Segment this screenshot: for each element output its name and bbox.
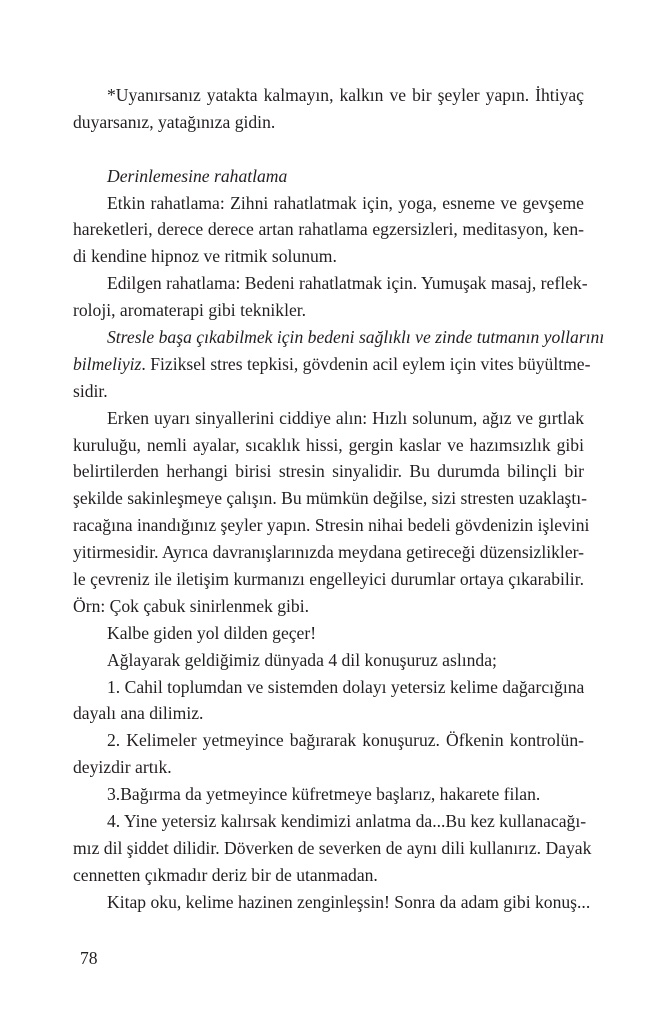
blank-line [73, 136, 584, 163]
paragraph [73, 727, 584, 781]
text-line: 4. Yine yetersiz kalırsak kendimizi anlatma da...Bu kez kullanacağı- [107, 811, 587, 832]
text-line: 1. Cahil toplumdan ve sistemden dolayı yetersiz kelime dağarcığına [107, 676, 585, 697]
text-line: Ağlayarak geldiğimiz dünyada 4 dil konuşuruz aslında; [107, 649, 497, 670]
paragraph [73, 270, 588, 324]
text-line: Erken uyarı sinyallerini ciddiye alın: Hızlı solunum, ağız ve gırtlak [107, 407, 584, 428]
paragraph [73, 190, 584, 271]
text-line: Stresle başa çıkabilmek için bedeni sağlıklı ve zinde tutmanın yollarını [107, 327, 605, 348]
text-line: mız dil şiddet dilidir. Döverken de severken de aynı dili kullanırız. Dayak [73, 837, 592, 858]
text-line: sidir. [73, 380, 108, 401]
paragraph [73, 324, 605, 405]
text-line: Örn: Çok çabuk sinirlenmek gibi. [73, 595, 310, 616]
text-line: di kendine hipnoz ve ritmik solunum. [73, 246, 337, 267]
paragraph [73, 82, 584, 136]
text-line: hareketleri, derece derece artan rahatlama egzersizleri, meditasyon, ken- [73, 219, 584, 240]
text-line: yitirmesidir. Ayrıca davranışlarınızda meydana getireceği düzensizlikler- [73, 542, 584, 563]
text-column [73, 82, 605, 916]
text-line: şekilde sakinleşmeye çalışın. Bu mümkün değilse, sizi stresten uzaklaştı- [73, 488, 588, 509]
text-line: 3.Bağırma da yetmeyince küfretmeye başlarız, hakarete filan. [107, 784, 541, 805]
text-line: Kitap oku, kelime hazinen zenginleşsin! Sonra da adam gibi konuş... [107, 891, 591, 912]
paragraph [73, 674, 584, 728]
page-number: 78 [80, 948, 98, 968]
italic-text: bilmeliyiz [73, 353, 142, 374]
text-line: cennetten çıkmadır deriz bir de utanmadan. [73, 864, 378, 885]
paragraph [73, 405, 590, 620]
text-line: Edilgen rahatlama: Bedeni rahatlatmak için. Yumuşak masaj, reflek- [107, 273, 588, 294]
text-line: le çevreniz ile iletişim kurmanızı engelleyici durumlar ortaya çıkarabilir. [73, 569, 584, 590]
paragraph [73, 808, 592, 889]
text-line: belirtilerden herhangi birisi stresin sinyalidir. Bu durumda bilinçli bir [73, 461, 584, 482]
text: . Fiziksel stres tepkisi, gövdenin acil eylem için vites büyültme- [141, 353, 591, 374]
text-line: racağına inandığınız şeyler yapın. Stresin nihai bedeli gövdenizin işlevini [73, 515, 590, 536]
section-heading: Derinlemesine rahatlama [107, 165, 288, 186]
text-line [73, 351, 591, 378]
text-line: kuruluğu, nemli ayalar, sıcaklık hissi, gergin kaslar ve hazımsızlık gibi [73, 434, 584, 455]
text-line: 2. Kelimeler yetmeyince bağırarak konuşuruz. Öfkenin kontrolün- [107, 730, 584, 751]
text-line: Etkin rahatlama: Zihni rahatlatmak için, yoga, esneme ve gevşeme [107, 192, 584, 213]
text-line: duyarsanız, yatağınıza gidin. [73, 111, 276, 132]
text-line: dayalı ana dilimiz. [73, 703, 204, 724]
text-line: *Uyanırsanız yatakta kalmayın, kalkın ve bir şeyler yapın. İhtiyaç [107, 85, 584, 105]
text-line: deyizdir artık. [73, 757, 172, 778]
text-line: Kalbe giden yol dilden geçer! [107, 622, 317, 643]
text-line: roloji, aromaterapi gibi teknikler. [73, 300, 307, 321]
